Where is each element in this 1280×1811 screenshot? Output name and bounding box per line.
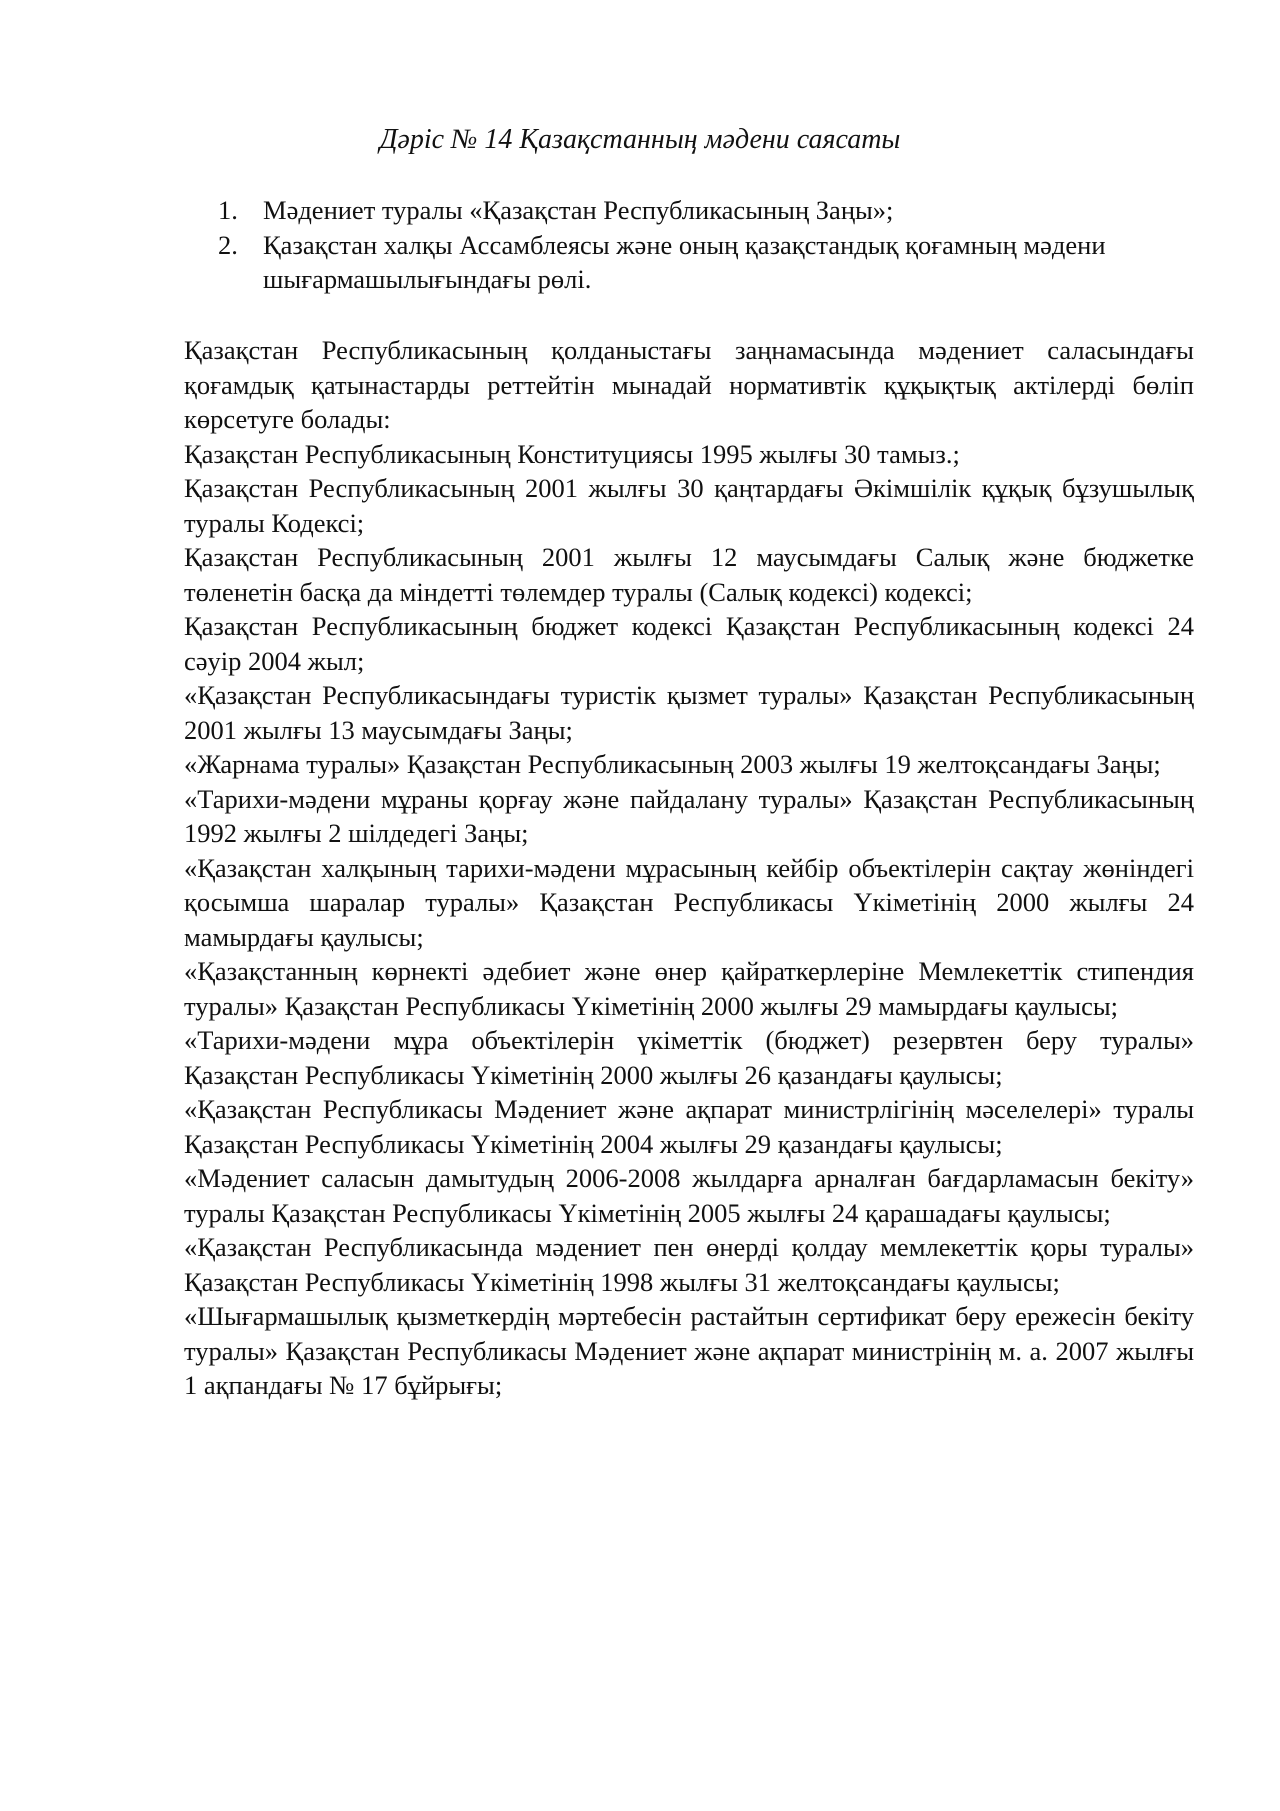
intro-paragraph: Қазақстан Республикасының қолданыстағы заңнамасында мәдениет саласындағы қоғамдық қатынастарды реттейтін мынадай нормативтік құқықтық актілерді бөліп көрсетуге болады: — [184, 335, 1194, 434]
legal-act-item: Қазақстан Республикасының 2001 жылғы 12 маусымдағы Салық және бюджетке төленетін басқа да міндетті төлемдер туралы (Салық кодексі) кодексі; — [184, 542, 1194, 607]
legal-act-item: «Қазақстан халқының тарихи-мәдени мұрасының кейбір объектілерін сақтау жөніндегі қосымша шаралар туралы» Қазақстан Республикасы Үкіметінің 2000 жылғы 24 мамырдағы қаулысы; — [184, 852, 1194, 952]
lecture-outline — [218, 193, 1128, 297]
legal-act-item: Қазақстан Республикасының 2001 жылғы 30 қаңтардағы Әкімшілік құқық бұзушылық туралы Кодексі; — [184, 473, 1194, 538]
outline-item — [218, 228, 1128, 297]
outline-item — [218, 193, 1128, 228]
legal-act-item: Қазақстан Республикасының Конституциясы 1995 жылғы 30 тамыз.; — [184, 438, 960, 469]
lecture-title: Дәріс № 14 Қазақстанның мәдени саясаты — [379, 124, 901, 155]
legal-act-item: «Тарихи-мәдени мұра объектілерін үкіметтік (бюджет) резервтен беру туралы» Қазақстан Республикасы Үкіметінің 2000 жылғы 26 қазандағы қаулысы; — [184, 1025, 1194, 1090]
outline-item-number: 1. — [218, 195, 238, 225]
legal-act-item: «Қазақстан Республикасындағы туристік қызмет туралы» Қазақстан Республикасының 2001 жылғы 13 маусымдағы Заңы; — [184, 680, 1194, 745]
legal-act-item: Қазақстан Республикасының бюджет кодексі Қазақстан Республикасының кодексі 24 сәуір 2004 жыл; — [184, 611, 1194, 676]
legal-act-item: «Жарнама туралы» Қазақстан Республикасының 2003 жылғы 19 желтоқсандағы Заңы; — [184, 749, 1161, 779]
legal-act-item: «Шығармашылық қызметкердің мәртебесін растайтын сертификат беру ережесін бекіту туралы» Қазақстан Республикасы Мәдениет және ақпарат министрінің м. а. 2007 жылғы 1 ақпандағы № 17 бұйрығы; — [184, 1301, 1194, 1400]
outline-item-text: Қазақстан халқы Ассамблеясы және оның қазақстандық қоғамның мәдени шығармашылығындағы рөлі. — [263, 229, 1106, 294]
legal-act-item: «Мәдениет саласын дамытудың 2006-2008 жылдарға арналған бағдарламасын бекіту» туралы Қазақстан Республикасы Үкіметінің 2005 жылғы 24 қарашадағы қаулысы; — [184, 1163, 1194, 1228]
document-body — [184, 333, 1194, 1403]
outline-item-text: Мәдениет туралы «Қазақстан Республикасының Заңы»; — [263, 195, 894, 225]
legal-act-item: «Қазақстан Республикасында мәдениет пен өнерді қолдау мемлекеттік қоры туралы» Қазақстан Республикасы Үкіметінің 1998 жылғы 31 желтоқсандағы қаулысы; — [184, 1232, 1194, 1297]
legal-act-item: «Қазақстанның көрнекті әдебиет және өнер қайраткерлеріне Мемлекеттік стипендия туралы» Қазақстан Республикасы Үкіметінің 2000 жылғы 29 мамырдағы қаулысы; — [184, 956, 1194, 1021]
outline-item-number: 2. — [218, 229, 238, 260]
legal-act-item: «Тарихи-мәдени мұраны қорғау және пайдалану туралы» Қазақстан Республикасының 1992 жылғы 2 шілдедегі Заңы; — [184, 783, 1194, 848]
legal-act-item: «Қазақстан Республикасы Мәдениет және ақпарат министрлігінің мәселелері» туралы Қазақстан Республикасы Үкіметінің 2004 жылғы 29 қазандағы қаулысы; — [184, 1094, 1194, 1159]
